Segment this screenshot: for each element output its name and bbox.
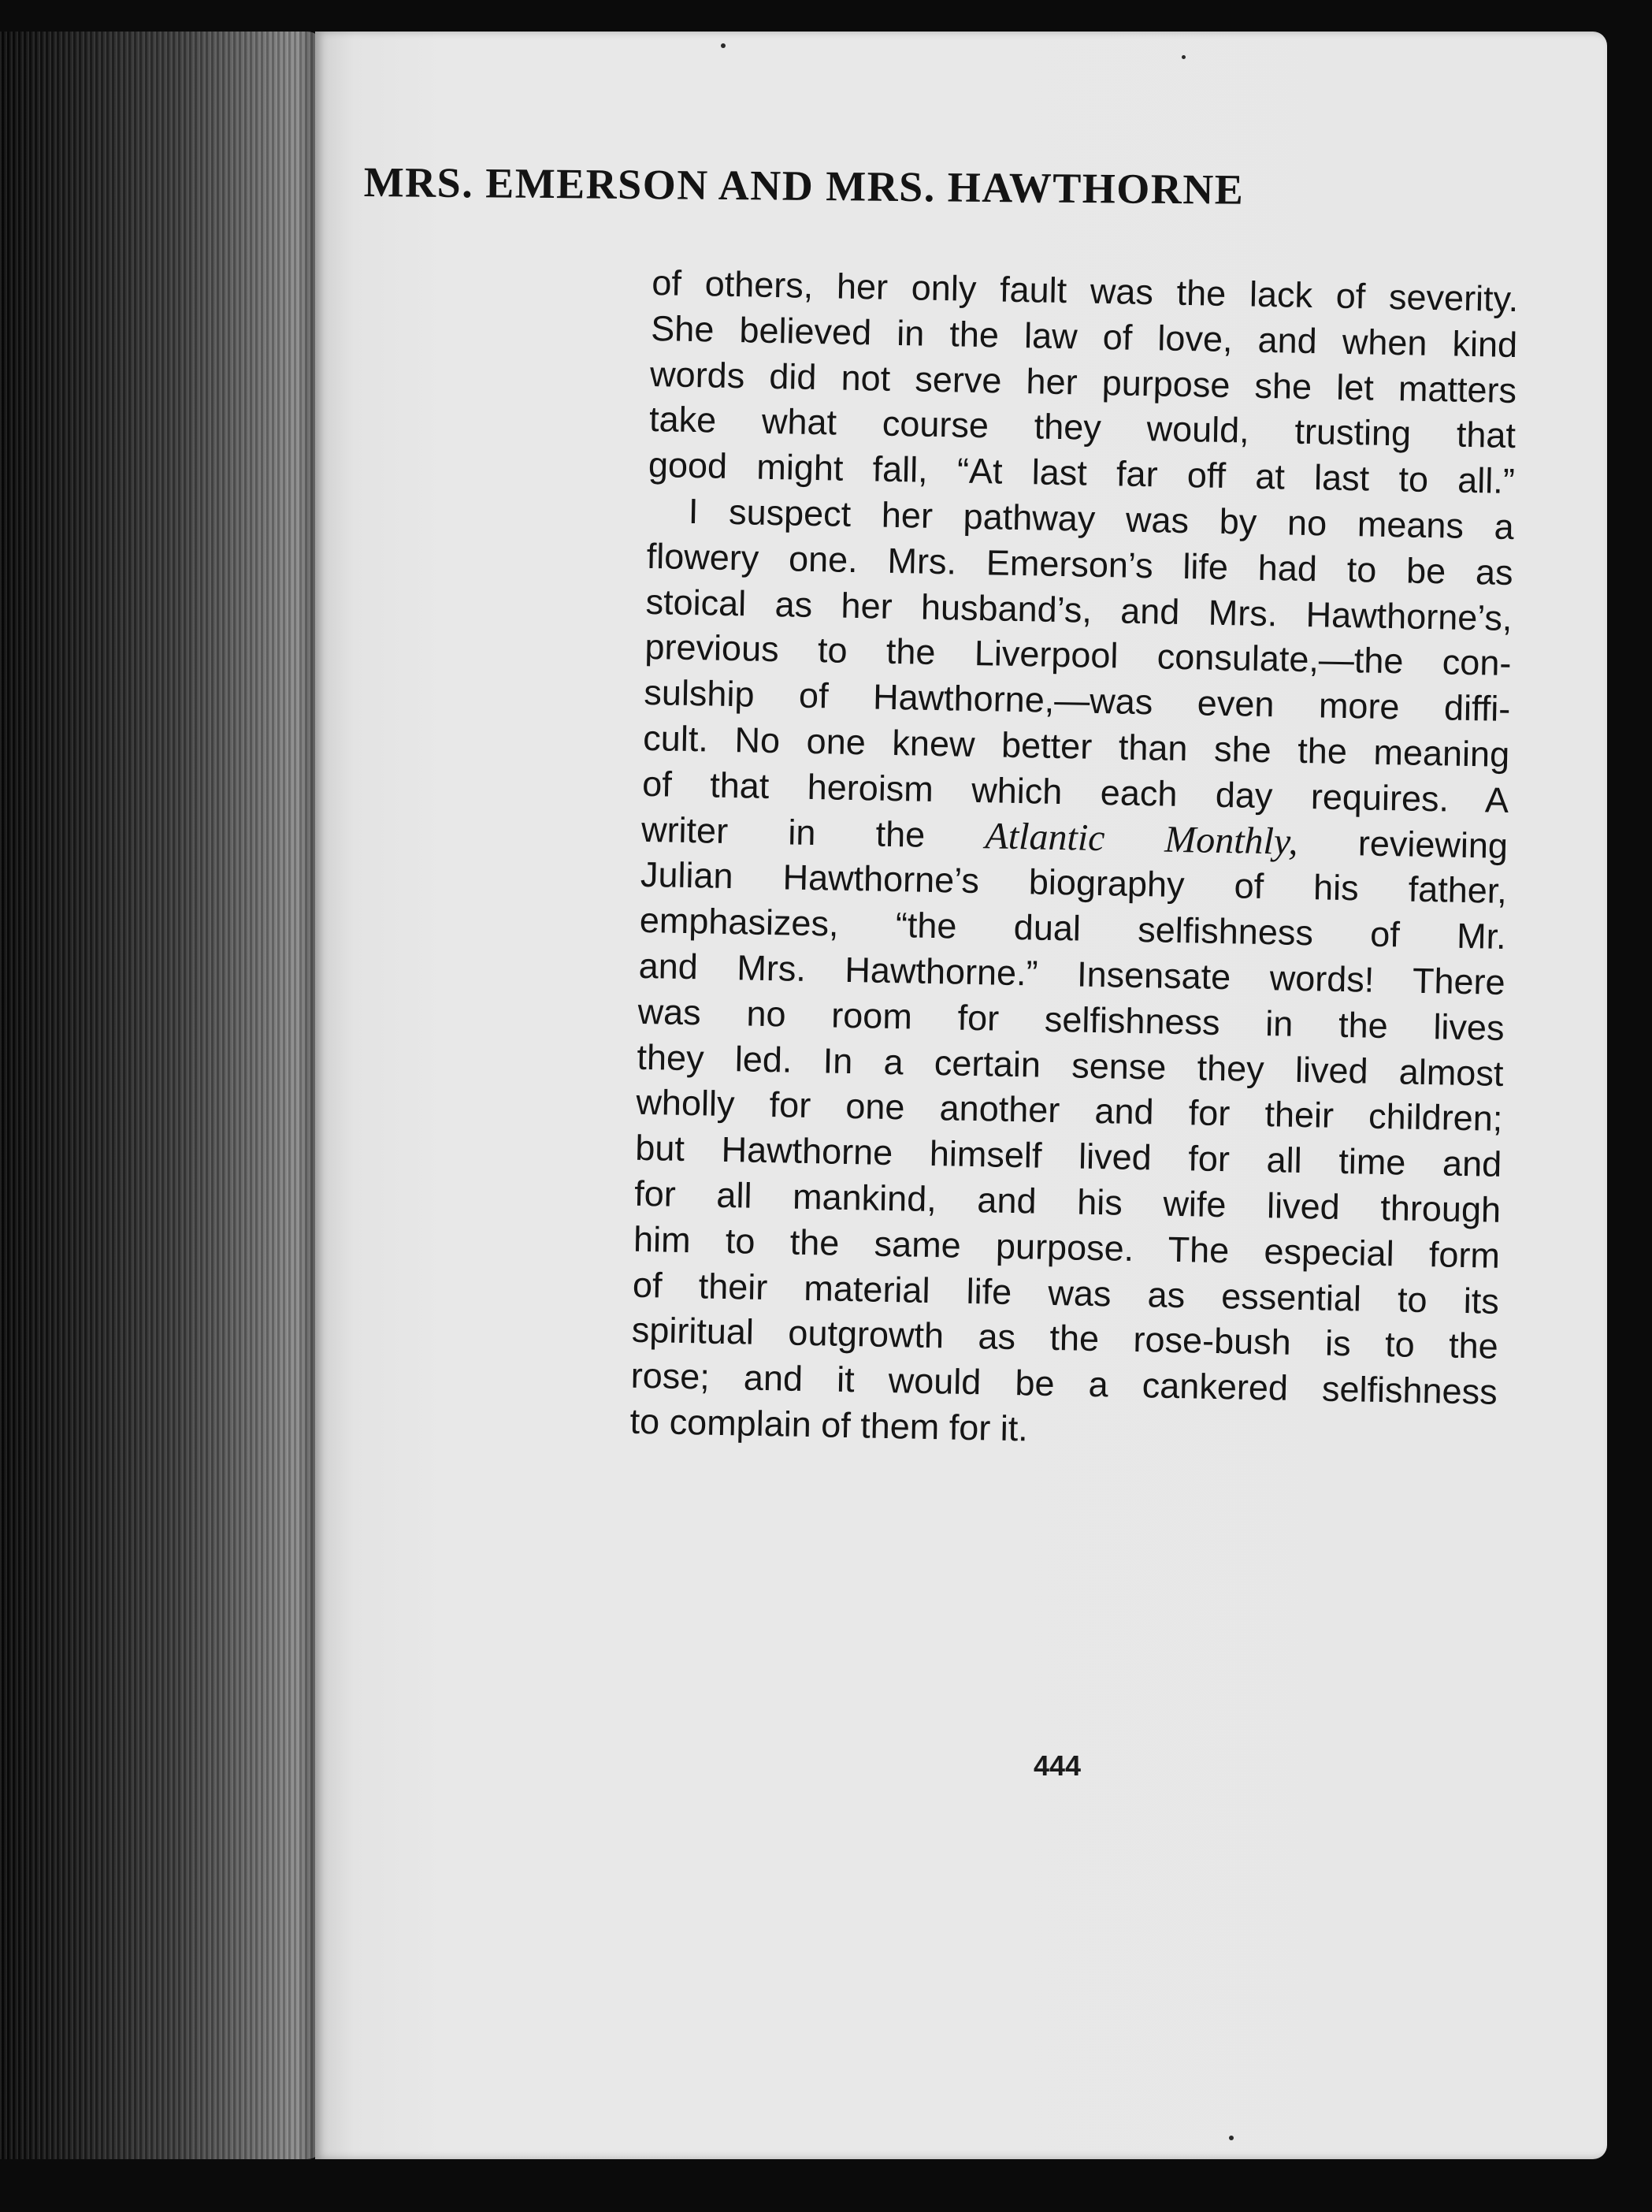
text-line: emphasizes, “the dual selfishness of Mr. xyxy=(639,900,1507,957)
text-line: take what course they would, trusting that xyxy=(648,399,1516,456)
text-line: Julian Hawthorne’s biography of his father, xyxy=(640,854,1508,912)
text-line: sulship of Hawthorne,—was even more diffi- xyxy=(643,672,1511,730)
body-text xyxy=(629,260,1519,1461)
text-line: She believed in the law of love, and when kind xyxy=(650,307,1518,365)
text-line: of that heroism which each day requires. A xyxy=(641,763,1509,820)
paragraph-start-line: I suspect her pathway was by no means a xyxy=(688,490,1515,548)
text-line: him to the same purpose. The especial form xyxy=(633,1218,1501,1276)
text-line: but Hawthorne himself lived for all time and xyxy=(634,1127,1502,1185)
text-line: of others, her only fault was the lack of severity. xyxy=(651,262,1519,320)
text-line: good might fall, “At last far off at last to all.” xyxy=(648,444,1516,502)
text-segment: writer in the xyxy=(640,809,986,856)
publication-title: Atlantic Monthly, xyxy=(985,814,1299,863)
text-line: spiritual outgrowth as the rose-bush is to the xyxy=(631,1310,1499,1367)
text-line: to complain of them for it. xyxy=(629,1400,1029,1449)
text-line: rose; and it would be a cankered selfishness xyxy=(630,1355,1498,1412)
text-line: and Mrs. Hawthorne.” Insensate words! There xyxy=(638,945,1506,1002)
text-line: previous to the Liverpool consulate,—the con- xyxy=(644,626,1512,684)
text-line: wholly for one another and for their children; xyxy=(635,1082,1503,1139)
scan-speck xyxy=(721,43,726,48)
text-line: stoical as her husband’s, and Mrs. Hawthorne’s, xyxy=(645,581,1513,638)
text-line: they led. In a certain sense they lived almost xyxy=(637,1036,1504,1094)
text-line: was no room for selfishness in the lives xyxy=(637,991,1505,1048)
scan-speck xyxy=(1229,2136,1234,2140)
running-head: MRS. EMERSON AND MRS. HAWTHORNE xyxy=(363,158,1245,214)
text-line: words did not serve her purpose she let matters xyxy=(649,353,1517,411)
text-line: cult. No one knew better than she the meaning xyxy=(642,717,1510,775)
text-line: for all mankind, and his wife lived through xyxy=(633,1173,1502,1230)
scan-speck xyxy=(1182,55,1186,59)
text-segment: reviewing xyxy=(1297,821,1509,866)
text-line: flowery one. Mrs. Emerson’s life had to be as xyxy=(646,535,1514,593)
text-line: of their material life was as essential to its xyxy=(632,1264,1500,1322)
page-number: 444 xyxy=(1034,1749,1082,1782)
book-page-edges xyxy=(0,32,323,2159)
